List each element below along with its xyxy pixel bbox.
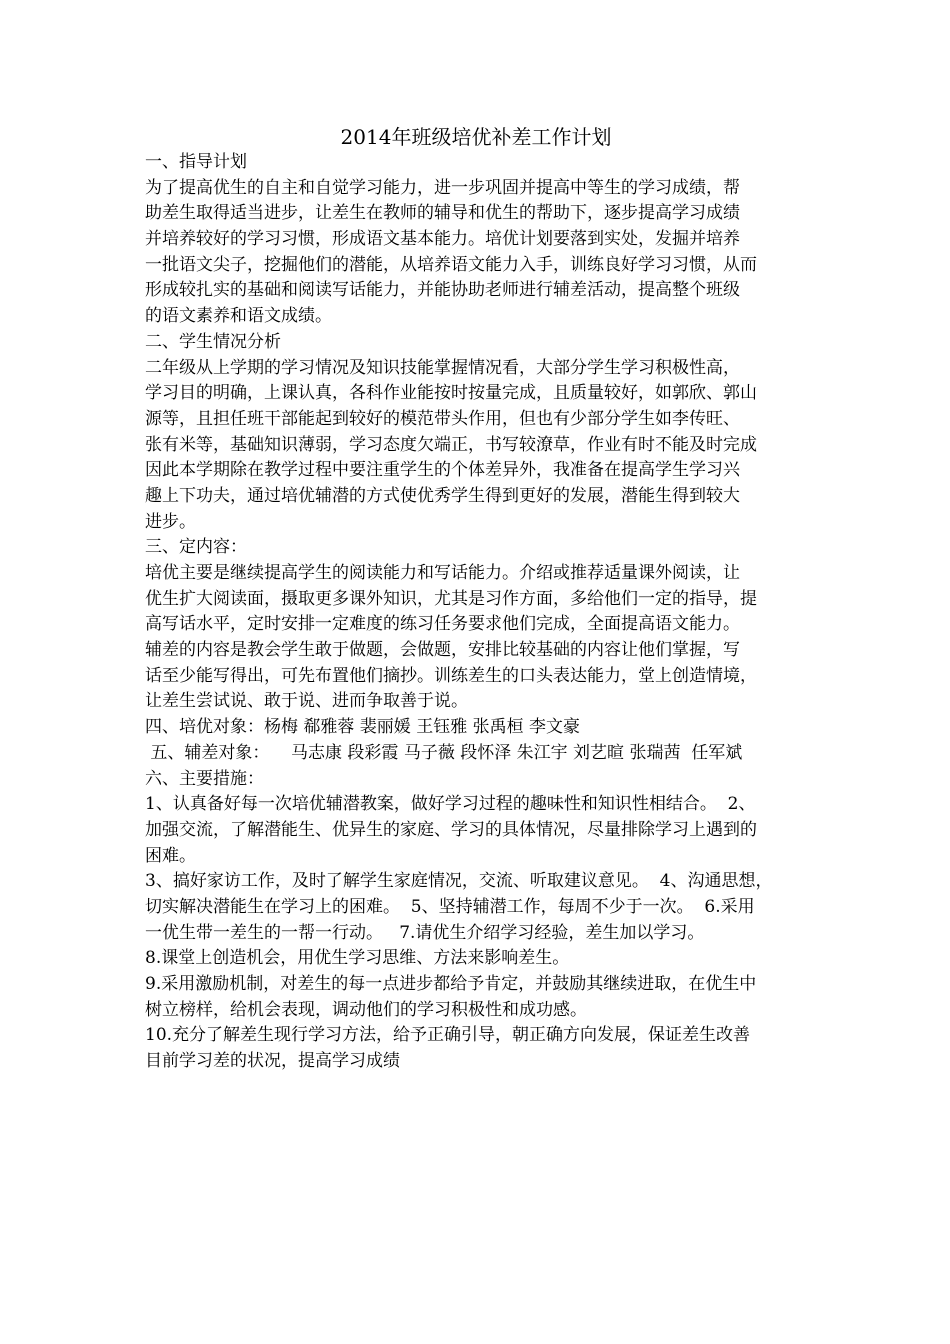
section-heading-content: 三、定内容： xyxy=(145,537,247,558)
section-heading-analysis: 二、学生情况分析 xyxy=(145,331,281,352)
text-line: 源等，且担任班干部能起到较好的模范带头作用，但也有少部分学生如李传旺、 xyxy=(145,408,740,429)
document-title: 2014年班级培优补差工作计划 xyxy=(340,125,612,149)
text-line: 趣上下功夫，通过培优辅潜的方式使优秀学生得到更好的发展，潜能生得到较大 xyxy=(145,485,740,506)
text-line: 加强交流，了解潜能生、优异生的家庭、学习的具体情况，尽量排除学习上遇到的 xyxy=(145,819,757,840)
text-line: 为了提高优生的自主和自觉学习能力，进一步巩固并提高中等生的学习成绩，帮 xyxy=(145,177,740,198)
text-line: 张有米等，基础知识薄弱，学习态度欠端正，书写较潦草，作业有时不能及时完成 xyxy=(145,434,757,455)
text-line: 进步。 xyxy=(145,511,196,532)
section-heading-measures: 六、主要措施： xyxy=(145,768,264,789)
text-line: 8.课堂上创造机会，用优生学习思维、方法来影响差生。 xyxy=(145,948,570,969)
section-heading-support-students: 五、辅差对象： 马志康 段彩霞 马子薇 段怀泽 朱江宇 刘艺暄 张瑞茜 任军斌 xyxy=(145,742,743,763)
document-page xyxy=(145,124,807,1075)
text-line: 因此本学期除在教学过程中要注重学生的个体差异外，我准备在提高学生学习兴 xyxy=(145,460,740,481)
text-line: 形成较扎实的基础和阅读写话能力，并能协助老师进行辅差活动，提高整个班级 xyxy=(145,280,740,301)
section-heading-guidance: 一、指导计划 xyxy=(145,152,247,172)
text-line: 话至少能写得出，可先布置他们摘抄。训练差生的口头表达能力，堂上创造情境， xyxy=(145,665,757,686)
text-line: 10.充分了解差生现行学习方法，给予正确引导，朝正确方向发展，保证差生改善 xyxy=(145,1025,751,1046)
text-line: 辅差的内容是教会学生敢于做题，会做题，安排比较基础的内容让他们掌握，写 xyxy=(145,640,740,661)
document-body xyxy=(145,150,807,1075)
text-line: 目前学习差的状况，提高学习成绩 xyxy=(145,1051,400,1072)
text-line: 优生扩大阅读面，摄取更多课外知识，尤其是习作方面，多给他们一定的指导，提 xyxy=(145,588,757,609)
text-line: 一优生带一差生的一帮一行动。 7.请优生介绍学习经验，差生加以学习。 xyxy=(145,922,705,943)
text-line: 培优主要是继续提高学生的阅读能力和写话能力。介绍或推荐适量课外阅读，让 xyxy=(145,563,740,583)
text-line: 1、认真备好每一次培优辅潜教案，做好学习过程的趣味性和知识性相结合。 2、 xyxy=(145,794,756,815)
text-line: 助差生取得适当进步，让差生在教师的辅导和优生的帮助下，逐步提高学习成绩 xyxy=(145,203,740,224)
text-line: 树立榜样，给机会表现，调动他们的学习积极性和成功感。 xyxy=(145,999,587,1020)
text-line: 并培养较好的学习习惯，形成语文基本能力。培优计划要落到实处，发掘并培养 xyxy=(145,229,740,250)
text-line: 一批语文尖子，挖掘他们的潜能，从培养语文能力入手，训练良好学习习惯，从而 xyxy=(145,254,757,275)
text-line: 9.采用激励机制，对差生的每一点进步都给予肯定，并鼓励其继续进取，在优生中 xyxy=(145,974,757,994)
text-line: 的语文素养和语文成绩。 xyxy=(145,306,332,327)
text-line: 3、搞好家访工作，及时了解学生家庭情况，交流、听取建议意见。 4、沟通思想， xyxy=(145,871,773,892)
text-line: 困难。 xyxy=(145,845,196,866)
text-line: 二年级从上学期的学习情况及知识技能掌握情况看，大部分学生学习积极性高， xyxy=(145,357,740,378)
text-line: 切实解决潜能生在学习上的困难。 5、坚持辅潜工作，每周不少于一次。 6.采用 xyxy=(145,896,755,917)
text-line: 学习目的明确，上课认真，各科作业能按时按量完成，且质量较好，如郭欣、郭山 xyxy=(145,383,757,404)
section-heading-top-students: 四、培优对象：杨梅 郗雅蓉 裴丽媛 王钰雅 张禹桓 李文豪 xyxy=(145,717,581,738)
text-line: 让差生尝试说、敢于说、进而争取善于说。 xyxy=(145,691,468,712)
text-line: 高写话水平，定时安排一定难度的练习任务要求他们完成，全面提高语文能力。 xyxy=(145,614,740,635)
